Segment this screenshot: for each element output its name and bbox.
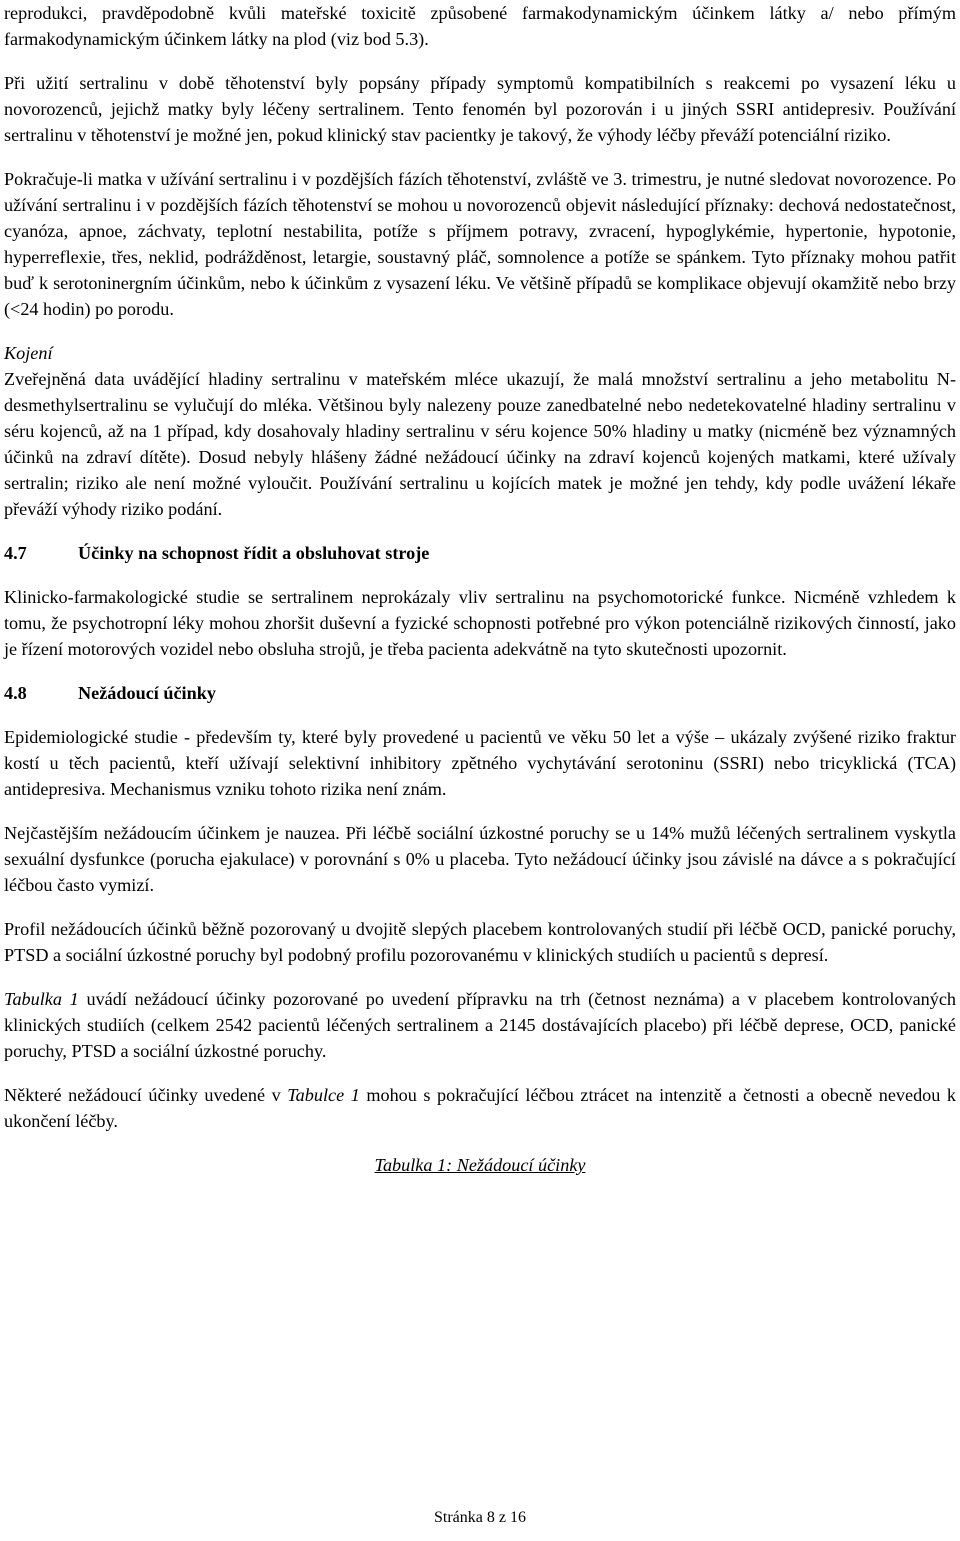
paragraph-breastfeeding: Zveřejněná data uvádějící hladiny sertralinu v mateřském mléce ukazují, že malá množství sertralinu a jeho metabolitu N-desmethylsertralinu se vylučují do mléka. Většinou byly nalezeny pouze zanedbatelné nebo nedetekovatelné hladiny sertralinu v séru kojenců, až na 1 případ, kdy dosahovaly hladiny sertralinu v séru kojence 50% hladiny u matky (nicméně bez významných účinků na zdraví dítěte). Dosud nebyly hlášeny žádné nežádoucí účinky na zdraví kojenců kojených matkami, které užívaly sertralin; riziko ale není možné vyloučit. Používání sertralinu u kojících matek je možné jen tehdy, kdy podle uvážení lékaře převáží výhody riziko podání. — [4, 369, 956, 519]
paragraph-table-intro — [4, 986, 956, 1064]
table-reference: Tabulka 1 — [4, 989, 79, 1009]
paragraph-late-pregnancy: Pokračuje-li matka v užívání sertralinu i v pozdějších fázích těhotenství, zvláště ve 3. trimestru, je nutné sledovat novorozence. Po užívání sertralinu i v pozdějších fázích těhotenství se mohou u novorozenců objevit následující příznaky: dechová nedostatečnost, cyanóza, apnoe, záchvaty, teplotní nestabilita, potíže s příjmem potravy, zvracení, hypoglykémie, hypertonie, hypotonie, hyperreflexie, třes, neklid, podrážděnost, letargie, soustavný pláč, somnolence a potíže se spánkem. Tyto příznaky mohou patřit buď k serotoninergním účinkům, nebo k účinkům z vysazení léku. Ve většině případů se komplikace objevují okamžitě nebo brzy (<24 hodin) po porodu. — [4, 169, 956, 319]
section-heading-4-8 — [4, 680, 956, 706]
paragraph-driving: Klinicko-farmakologické studie se sertralinem neprokázaly vliv sertralinu na psychomotorické funkce. Nicméně vzhledem k tomu, že psychotropní léky mohou zhoršit duševní a fyzické schopnosti potřebné pro výkon potenciálně rizikových činností, jako je řízení motorových vozidel nebo obsluha strojů, je třeba pacienta adekvátně na tyto skutečnosti upozornit. — [4, 587, 956, 659]
paragraph-reproduction: reprodukci, pravděpodobně kvůli mateřské toxicitě způsobené farmakodynamickým účinkem látky a/ nebo přímým farmakodynamickým účinkem látky na plod (viz bod 5.3). — [4, 3, 956, 49]
paragraph-text: uvádí nežádoucí účinky pozorované po uvedení přípravku na trh (četnost neznáma) a v placebem kontrolovaných klinických studiích (celkem 2542 pacientů léčených sertralinem a 2145 dostávajících placebo) při léčbě deprese, OCD, panické poruchy, PTSD a sociální úzkostné poruchy. — [4, 989, 956, 1061]
table-caption: Tabulka 1: Nežádoucí účinky — [374, 1155, 586, 1175]
paragraph-decrease — [4, 1082, 956, 1134]
table-reference: Tabulce 1 — [287, 1085, 360, 1105]
section-title: Nežádoucí účinky — [78, 683, 216, 703]
section-heading-4-7 — [4, 540, 956, 566]
paragraph-profile: Profil nežádoucích účinků běžně pozorovaný u dvojitě slepých placebem kontrolovaných studií při léčbě OCD, panické poruchy, PTSD a sociální úzkostné poruchy byl podobný profilu pozorovanému v klinických studiích u pacientů s depresí. — [4, 919, 956, 965]
section-number: 4.7 — [4, 543, 27, 563]
subheading-kojeni: Kojení — [4, 343, 53, 363]
paragraph-text: Některé nežádoucí účinky uvedené v — [4, 1085, 288, 1105]
paragraph-nausea: Nejčastějším nežádoucím účinkem je nauzea. Při léčbě sociální úzkostné poruchy se u 14% mužů léčených sertralinem vyskytla sexuální dysfunkce (porucha ejakulace) v porovnání s 0% u placeba. Tyto nežádoucí účinky jsou závislé na dávce a s pokračující léčbou často vymizí. — [4, 823, 956, 895]
paragraph-text: mohou s pokračující léčbou ztrácet na intenzitě a četnosti a obecně nevedou k ukončení léčby. — [4, 1085, 956, 1131]
page-footer: Stránka 8 z 16 — [434, 1509, 526, 1526]
section-title: Účinky na schopnost řídit a obsluhovat stroje — [78, 543, 430, 563]
section-number: 4.8 — [4, 683, 27, 703]
paragraph-fractures: Epidemiologické studie - především ty, které byly provedené u pacientů ve věku 50 let a výše – ukázaly zvýšené riziko fraktur kostí u těch pacientů, kteří užívají selektivní inhibitory zpětného vychytávání serotoninu (SSRI) nebo tricyklická (TCA) antidepresiva. Mechanismus vzniku tohoto rizika není znám. — [4, 727, 956, 799]
paragraph-pregnancy-withdrawal: Při užití sertralinu v době těhotenství byly popsány případy symptomů kompatibilních s reakcemi po vysazení léku u novorozenců, jejichž matky byly léčeny sertralinem. Tento fenomén byl pozorován i u jiných SSRI antidepresiv. Používání sertralinu v těhotenství je možné jen, pokud klinický stav pacientky je takový, že výhody léčby převáží potenciální riziko. — [4, 73, 956, 145]
